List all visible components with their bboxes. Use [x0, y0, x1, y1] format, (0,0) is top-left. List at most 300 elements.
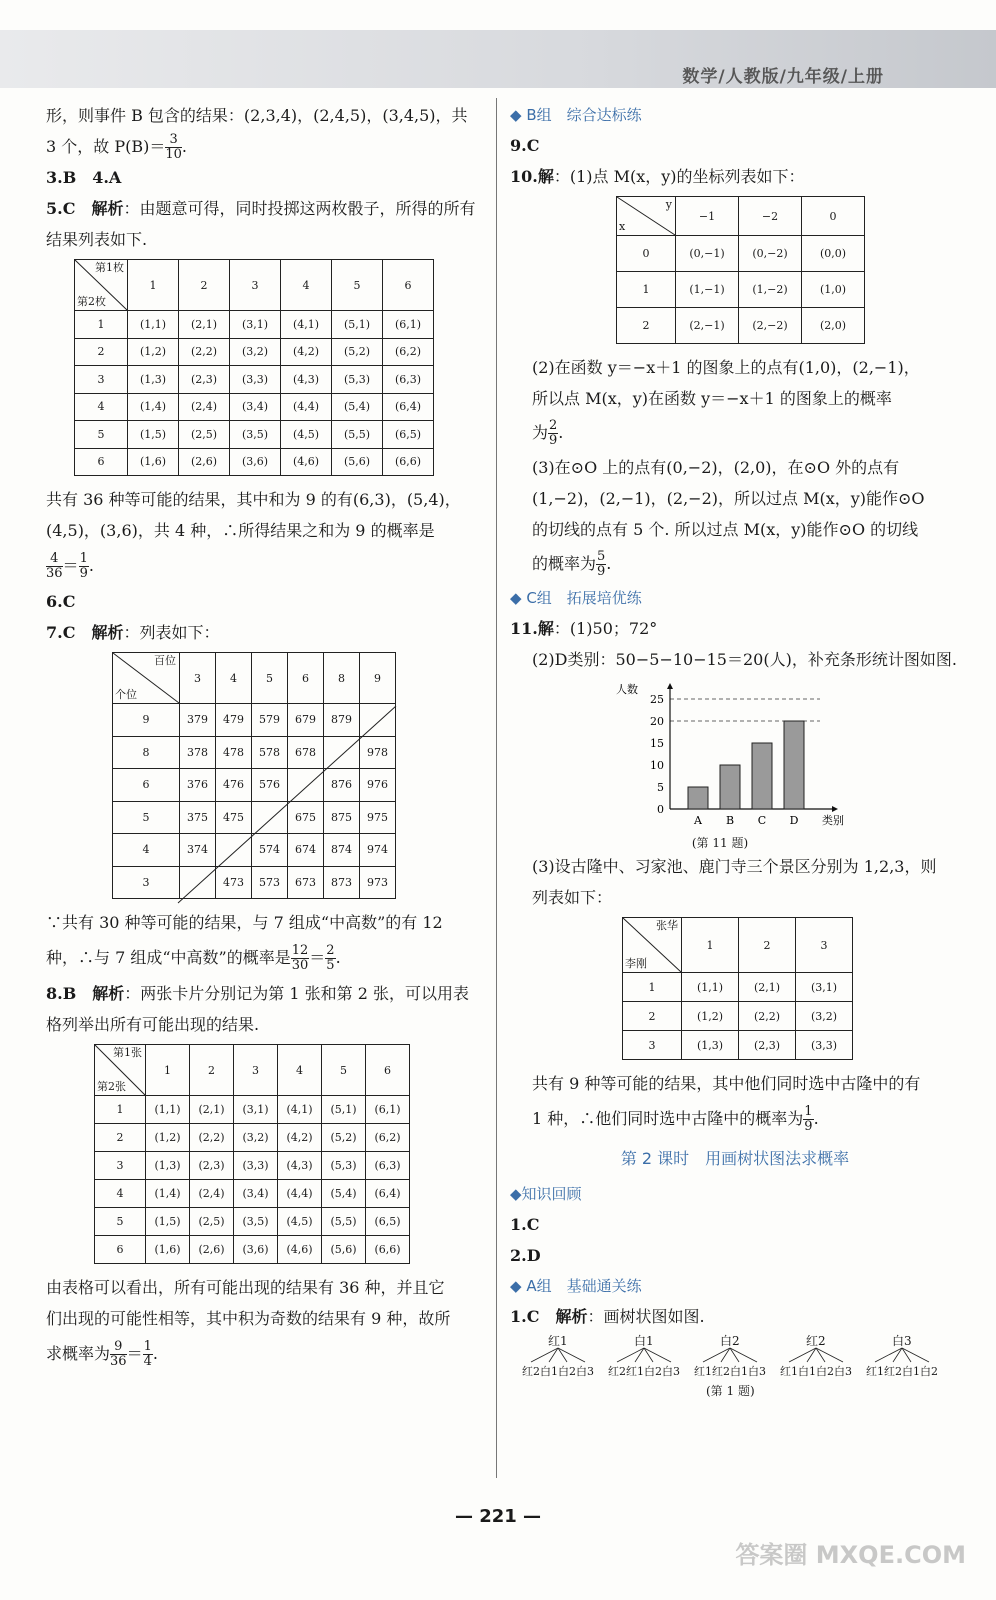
- header-title: 数学/人教版/九年级/上册: [682, 67, 884, 87]
- column-header: 4: [278, 1045, 322, 1096]
- tree-root-node: 白2: [720, 1334, 740, 1348]
- section-heading-knowledge: ◆知识回顾: [510, 1185, 582, 1203]
- text-line: 1 种，∴他们同时选中古隆中的概率为 $\frac{1}{9}$ .: [532, 1104, 819, 1134]
- answer-line: 6.C: [46, 592, 76, 611]
- table-cell: (6,2): [383, 338, 434, 366]
- table-cell: (2,6): [179, 448, 230, 476]
- table-row: [75, 311, 434, 339]
- text-line: 结果列表如下.: [46, 230, 148, 249]
- table-cell: (2,4): [179, 393, 230, 421]
- table-cell: (3,3): [796, 1031, 853, 1060]
- y-tick-label: 10: [650, 759, 664, 772]
- table-cell: (6,4): [366, 1180, 410, 1208]
- table-cell: 573: [252, 866, 288, 899]
- lesson-title: 第 2 课时 用画树状图法求概率: [620, 1149, 850, 1168]
- text-line: 格列举出所有可能出现的结果.: [46, 1015, 260, 1034]
- text-line: 3 个，故 P(B)＝ $\frac{3}{10}$ .: [46, 132, 188, 162]
- row-header: 1: [623, 973, 682, 1002]
- dice-result-table: [74, 259, 486, 476]
- row-header: 6: [95, 1236, 146, 1264]
- tree-leaf-node: 白1: [730, 1365, 748, 1378]
- table-cell: 374: [180, 834, 216, 867]
- column-header: 4: [281, 260, 332, 311]
- table-cell: 873: [324, 866, 360, 899]
- table-cell: (6,1): [383, 311, 434, 339]
- table-cell: (1,3): [146, 1152, 190, 1180]
- text-line: (2)在函数 y＝−x＋1 的图象上的点有(1,0)，(2,−1)，: [532, 358, 920, 377]
- table-cell: (4,1): [281, 311, 332, 339]
- table-row: [623, 1002, 853, 1031]
- table-cell: (5,5): [322, 1208, 366, 1236]
- bar: [784, 721, 804, 809]
- column-header: 4: [216, 653, 252, 704]
- fraction: $\frac{3}{10}$: [165, 132, 182, 162]
- column-header: 6: [288, 653, 324, 704]
- table-cell: (4,5): [281, 421, 332, 449]
- answer-line: 9.C: [510, 136, 540, 155]
- table-cell: (5,1): [332, 311, 383, 339]
- tree-leaf-node: 白2: [816, 1365, 834, 1378]
- column-header: 1: [128, 260, 179, 311]
- table-cell: (5,2): [332, 338, 383, 366]
- answer-line: 2.D: [510, 1246, 541, 1265]
- answer-line: 11.解：(1)50；72°: [510, 619, 658, 638]
- row-header: 2: [95, 1124, 146, 1152]
- table-row: [617, 308, 865, 344]
- table: [622, 917, 853, 1060]
- row-header: 5: [95, 1208, 146, 1236]
- text-line: (4,5)，(3,6)，共 4 种，∴所得结果之和为 9 的概率是: [46, 521, 435, 540]
- table-row: [617, 272, 865, 308]
- table-cell: (5,1): [322, 1096, 366, 1124]
- fraction: $\frac{1}{9}$: [804, 1104, 813, 1134]
- bar: [688, 787, 708, 809]
- x-axis-label: 类别: [822, 814, 844, 827]
- row-header: 2: [75, 338, 128, 366]
- table-cell: (3,6): [234, 1236, 278, 1264]
- table-cell: (3,1): [796, 973, 853, 1002]
- tree-leaf-node: 红2: [522, 1365, 540, 1378]
- table-cell: (6,1): [366, 1096, 410, 1124]
- text-line: 共有 9 种等可能的结果，其中他们同时选中古隆中的有: [532, 1074, 921, 1093]
- table-cell: (6,2): [366, 1124, 410, 1152]
- page-number: — 221 —: [454, 1506, 542, 1527]
- table-cell: 879: [324, 704, 360, 737]
- table-cell: (2,−2): [739, 308, 802, 344]
- column-header: 1: [682, 918, 739, 973]
- text-line: (1,−2)，(2,−1)，(2,−2)，所以过点 M(x，y)能作⊙O: [532, 489, 925, 508]
- tree-leaf-node: 白1: [902, 1365, 920, 1378]
- text-line: ∵共有 30 种等可能的结果，与 7 组成“中高数”的有 12: [46, 913, 443, 932]
- text-line: 的切线的点有 5 个. 所以过点 M(x，y)能作⊙O 的切线: [532, 520, 919, 539]
- left-column: [46, 100, 486, 1374]
- table-cell: 978: [360, 736, 396, 769]
- table-row: [75, 421, 434, 449]
- row-header: 2: [617, 308, 676, 344]
- table-cell: (3,5): [234, 1208, 278, 1236]
- table-cell: (4,4): [281, 393, 332, 421]
- tree-diagram: [510, 1332, 960, 1402]
- x-axis-arrow: [832, 806, 838, 812]
- tree-leaf-node: 白1: [540, 1365, 558, 1378]
- row-header: 4: [75, 393, 128, 421]
- tree-root-node: 红1: [548, 1334, 568, 1348]
- table-cell: 475: [216, 801, 252, 834]
- tree-root-node: 白3: [892, 1334, 912, 1348]
- table: [616, 196, 865, 344]
- row-header: 1: [75, 311, 128, 339]
- fraction: $\frac{2}{5}$: [326, 943, 335, 973]
- table-cell: (2,−1): [676, 308, 739, 344]
- table-cell: (2,4): [190, 1180, 234, 1208]
- table-cell: (5,6): [332, 448, 383, 476]
- column-header: 5: [332, 260, 383, 311]
- corner-top-label: y: [665, 198, 672, 211]
- section-heading-a: ◆ A组 基础通关练: [510, 1277, 642, 1295]
- table-cell: (4,3): [278, 1152, 322, 1180]
- table-cell: (4,2): [278, 1124, 322, 1152]
- table-cell: 379: [180, 704, 216, 737]
- fraction: $\frac{4}{36}$: [46, 551, 63, 581]
- text-line: (3)在⊙O 上的点有(0,−2)，(2,0)，在⊙O 外的点有: [532, 458, 900, 477]
- table-cell: (2,0): [802, 308, 865, 344]
- row-header: 8: [113, 736, 180, 769]
- fraction: $\frac{12}{30}$: [291, 943, 309, 973]
- table-cell: 473: [216, 866, 252, 899]
- tree-leaf-node: 白3: [834, 1365, 852, 1378]
- table-cell: (4,3): [281, 366, 332, 394]
- table-cell: (0,−2): [739, 236, 802, 272]
- hundreds-digit-table: [112, 652, 486, 899]
- column-header: 2: [179, 260, 230, 311]
- row-header: 0: [617, 236, 676, 272]
- table-cell: (5,6): [322, 1236, 366, 1264]
- table-row: [623, 973, 853, 1002]
- row-header: 3: [623, 1031, 682, 1060]
- table-cell: (5,5): [332, 421, 383, 449]
- table-row: [75, 338, 434, 366]
- table-cell: (3,3): [234, 1152, 278, 1180]
- text-line: 由表格可以看出，所有可能出现的结果有 36 种，并且它: [46, 1278, 445, 1297]
- text-line: (3)设古隆中、习家池、鹿门寺三个景区分别为 1,2,3，则: [532, 857, 937, 876]
- table-cell: (2,3): [190, 1152, 234, 1180]
- row-header: 5: [113, 801, 180, 834]
- column-header: 6: [383, 260, 434, 311]
- table-cell: 674: [288, 834, 324, 867]
- table-cell: (3,2): [796, 1002, 853, 1031]
- table-cell: (2,5): [179, 421, 230, 449]
- column-header: −1: [676, 197, 739, 236]
- table-cell: (2,1): [190, 1096, 234, 1124]
- table-cell: 579: [252, 704, 288, 737]
- card-result-table: [94, 1044, 486, 1264]
- section-heading-b: ◆ B组 综合达标练: [510, 106, 642, 124]
- table-cell: (1,2): [682, 1002, 739, 1031]
- x-tick-label: C: [757, 814, 767, 827]
- table-row: [617, 236, 865, 272]
- table-cell: (1,−2): [739, 272, 802, 308]
- text-line: 形，则事件 B 包含的结果：(2,3,4)，(2,4,5)，(3,4,5)，共: [46, 106, 468, 125]
- row-header: 4: [95, 1180, 146, 1208]
- table-row: [95, 1096, 410, 1124]
- y-tick-label: 5: [657, 781, 664, 794]
- table-cell: (5,2): [322, 1124, 366, 1152]
- column-header: 5: [252, 653, 288, 704]
- y-tick-label: 20: [650, 715, 664, 728]
- table-cell: (3,1): [230, 311, 281, 339]
- table-cell: 375: [180, 801, 216, 834]
- fraction: $\frac{5}{9}$: [597, 549, 606, 579]
- table-cell: (3,1): [234, 1096, 278, 1124]
- right-column: [510, 100, 960, 1402]
- table-cell: (3,6): [230, 448, 281, 476]
- table-cell: (0,0): [802, 236, 865, 272]
- tree-leaf-node: 红1: [626, 1365, 644, 1378]
- chart-caption: (第 11 题): [691, 836, 749, 850]
- y-tick-label: 25: [650, 693, 664, 706]
- fraction: $\frac{1}{9}$: [79, 551, 88, 581]
- table-cell: (6,5): [383, 421, 434, 449]
- table-cell: (4,1): [278, 1096, 322, 1124]
- table-cell: (3,2): [230, 338, 281, 366]
- table-cell: (1,−1): [676, 272, 739, 308]
- table-cell: (2,6): [190, 1236, 234, 1264]
- text-line: 种，∴与 7 组成“中高数”的概率是 $\frac{12}{30}$ ＝ $\frac{2}{5}$ .: [46, 943, 341, 973]
- row-header: 9: [113, 704, 180, 737]
- table-cell: 874: [324, 834, 360, 867]
- table-cell: 974: [360, 834, 396, 867]
- corner-bottom-label: 李刚: [625, 957, 647, 970]
- tree-leaf-node: 白2: [920, 1365, 938, 1378]
- table-cell: (5,4): [322, 1180, 366, 1208]
- row-header: 6: [113, 769, 180, 802]
- table-cell: 675: [288, 801, 324, 834]
- diagonal-line: [112, 656, 396, 903]
- bar-chart: [608, 681, 960, 835]
- tree-leaf-node: 白2: [558, 1365, 576, 1378]
- tree-leaf-node: 红1: [780, 1365, 798, 1378]
- table-cell: (5,3): [322, 1152, 366, 1180]
- table-cell: (1,1): [682, 973, 739, 1002]
- column-header: 3: [180, 653, 216, 704]
- table-cell: (1,2): [146, 1124, 190, 1152]
- column-divider: [496, 98, 497, 1478]
- table: [94, 1044, 410, 1264]
- row-header: 6: [75, 448, 128, 476]
- tree-caption: (第 1 题): [706, 1384, 755, 1398]
- table-cell: 975: [360, 801, 396, 834]
- table-cell: (1,2): [128, 338, 179, 366]
- tree-leaf-node: 白2: [644, 1365, 662, 1378]
- table-cell: (1,5): [146, 1208, 190, 1236]
- column-header: 2: [190, 1045, 234, 1096]
- table-cell: 876: [324, 769, 360, 802]
- tree-root-node: 红2: [806, 1334, 826, 1348]
- row-header: 5: [75, 421, 128, 449]
- answer-line: 1.C 解析：画树状图如图.: [510, 1307, 705, 1326]
- row-header: 3: [95, 1152, 146, 1180]
- column-header: 0: [802, 197, 865, 236]
- table-cell: (5,3): [332, 366, 383, 394]
- x-tick-label: D: [789, 814, 799, 827]
- row-header: 3: [75, 366, 128, 394]
- tree-leaf-node: 红2: [884, 1365, 902, 1378]
- column-header: 1: [146, 1045, 190, 1096]
- answer-line: 1.C: [510, 1215, 540, 1234]
- table-row: [95, 1124, 410, 1152]
- coordinate-table: [616, 196, 960, 344]
- table-row: [75, 393, 434, 421]
- table-cell: 378: [180, 736, 216, 769]
- table-cell: (3,2): [234, 1124, 278, 1152]
- row-header: 1: [617, 272, 676, 308]
- tree-leaf-node: 白3: [662, 1365, 680, 1378]
- fraction: $\frac{9}{36}$: [110, 1339, 127, 1369]
- table-row: [623, 1031, 853, 1060]
- table-cell: (4,4): [278, 1180, 322, 1208]
- table-cell: 376: [180, 769, 216, 802]
- answer-line: 3.B 4.A: [46, 168, 122, 187]
- tree-leaf-node: 白3: [748, 1365, 766, 1378]
- section-heading-c: ◆ C组 拓展培优练: [510, 589, 642, 607]
- table-row: [95, 1152, 410, 1180]
- table-cell: (6,3): [383, 366, 434, 394]
- table-corner-cell: [95, 1045, 146, 1096]
- tree-leaf-node: 红1: [694, 1365, 712, 1378]
- table-cell: 679: [288, 704, 324, 737]
- corner-top-label: 百位: [154, 654, 176, 667]
- bar-chart-svg: [608, 681, 844, 831]
- table-cell: 478: [216, 736, 252, 769]
- table-cell: (2,2): [179, 338, 230, 366]
- corner-bottom-label: x: [619, 220, 626, 233]
- table-cell: (3,3): [230, 366, 281, 394]
- table-cell: 574: [252, 834, 288, 867]
- table-cell: (1,0): [802, 272, 865, 308]
- table-cell: 973: [360, 866, 396, 899]
- table-cell: (6,6): [366, 1236, 410, 1264]
- column-header: 2: [739, 918, 796, 973]
- table-cell: (4,5): [278, 1208, 322, 1236]
- text-line: 所以点 M(x，y)在函数 y＝−x＋1 的图象上的概率: [532, 389, 892, 408]
- corner-bottom-label: 第2张: [97, 1080, 126, 1093]
- table-cell: (4,2): [281, 338, 332, 366]
- column-header: 3: [230, 260, 281, 311]
- table-row: [95, 1180, 410, 1208]
- column-header: 8: [324, 653, 360, 704]
- table-cell: 976: [360, 769, 396, 802]
- y-tick-label: 15: [650, 737, 664, 750]
- row-header: 4: [113, 834, 180, 867]
- fraction: $\frac{2}{9}$: [549, 418, 558, 448]
- table-cell: (6,4): [383, 393, 434, 421]
- table-cell: 875: [324, 801, 360, 834]
- table-cell: (5,4): [332, 393, 383, 421]
- table-cell: (1,6): [128, 448, 179, 476]
- table-cell: 476: [216, 769, 252, 802]
- text-line: 列表如下：: [532, 888, 613, 907]
- table-cell: 479: [216, 704, 252, 737]
- answer-line: 10.解：(1)点 M(x，y)的坐标列表如下：: [510, 167, 805, 186]
- row-header: 2: [623, 1002, 682, 1031]
- table-cell: 576: [252, 769, 288, 802]
- table-cell: (1,6): [146, 1236, 190, 1264]
- tree-root-node: 白1: [634, 1334, 654, 1348]
- corner-bottom-label: 个位: [115, 688, 137, 701]
- x-tick-label: A: [694, 814, 702, 827]
- column-header: 3: [796, 918, 853, 973]
- tree-leaf-node: 白3: [576, 1365, 594, 1378]
- text-line: 们出现的可能性相等，其中积为奇数的结果有 9 种，故所: [46, 1309, 451, 1328]
- y-tick-label: 0: [657, 803, 664, 816]
- x-tick-label: B: [725, 814, 735, 827]
- table-cell: 678: [288, 736, 324, 769]
- table: [74, 259, 434, 476]
- table-cell: (4,6): [281, 448, 332, 476]
- watermark: 答案圈 MXQE.COM: [735, 1541, 966, 1569]
- text-line: 的概率为 $\frac{5}{9}$ .: [532, 549, 612, 579]
- table-cell: (2,3): [739, 1031, 796, 1060]
- table-cell: (6,3): [366, 1152, 410, 1180]
- table-cell: (3,5): [230, 421, 281, 449]
- table-corner-cell: [623, 918, 682, 973]
- corner-top-label: 第1张: [113, 1046, 142, 1059]
- tree-leaf-node: 红2: [608, 1365, 626, 1378]
- table-cell: 673: [288, 866, 324, 899]
- text-line: $\frac{4}{36}$ ＝ $\frac{1}{9}$ .: [46, 551, 94, 581]
- answer-line: 7.C 解析：列表如下：: [46, 623, 220, 642]
- tree-leaf-node: 白1: [798, 1365, 816, 1378]
- table-cell: (2,1): [179, 311, 230, 339]
- text-line: (2)D类别：50−5−10−15＝20(人)，补充条形统计图如图.: [532, 650, 957, 669]
- bar: [752, 743, 772, 809]
- row-header: 1: [95, 1096, 146, 1124]
- table-cell: (1,1): [128, 311, 179, 339]
- table-cell: (2,2): [190, 1124, 234, 1152]
- column-header: 3: [234, 1045, 278, 1096]
- corner-bottom-label: 第2枚: [77, 295, 106, 308]
- text-line: 为 $\frac{2}{9}$ .: [532, 418, 564, 448]
- table-corner-cell: [617, 197, 676, 236]
- table-cell: (2,5): [190, 1208, 234, 1236]
- fraction: $\frac{1}{4}$: [143, 1339, 152, 1369]
- table-cell: (1,3): [128, 366, 179, 394]
- table-cell: (1,5): [128, 421, 179, 449]
- table-cell: (0,−1): [676, 236, 739, 272]
- table-row: [75, 448, 434, 476]
- table-corner-cell: [75, 260, 128, 311]
- table-cell: (2,1): [739, 973, 796, 1002]
- column-header: 6: [366, 1045, 410, 1096]
- table-cell: (6,6): [383, 448, 434, 476]
- y-axis-label: 人数: [616, 683, 638, 696]
- table-row: [95, 1236, 410, 1264]
- corner-top-label: 张华: [656, 919, 678, 932]
- corner-top-label: 第1枚: [95, 261, 124, 274]
- tree-leaf-node: 红2: [712, 1365, 730, 1378]
- table-row: [95, 1208, 410, 1236]
- tree-leaf-node: 红1: [866, 1365, 884, 1378]
- table-cell: (1,4): [128, 393, 179, 421]
- table-cell: (2,2): [739, 1002, 796, 1031]
- table-cell: 578: [252, 736, 288, 769]
- column-header: 5: [322, 1045, 366, 1096]
- bar: [720, 765, 740, 809]
- table-row: [75, 366, 434, 394]
- table-cell: (1,4): [146, 1180, 190, 1208]
- table-cell: (3,4): [230, 393, 281, 421]
- table-cell: (3,4): [234, 1180, 278, 1208]
